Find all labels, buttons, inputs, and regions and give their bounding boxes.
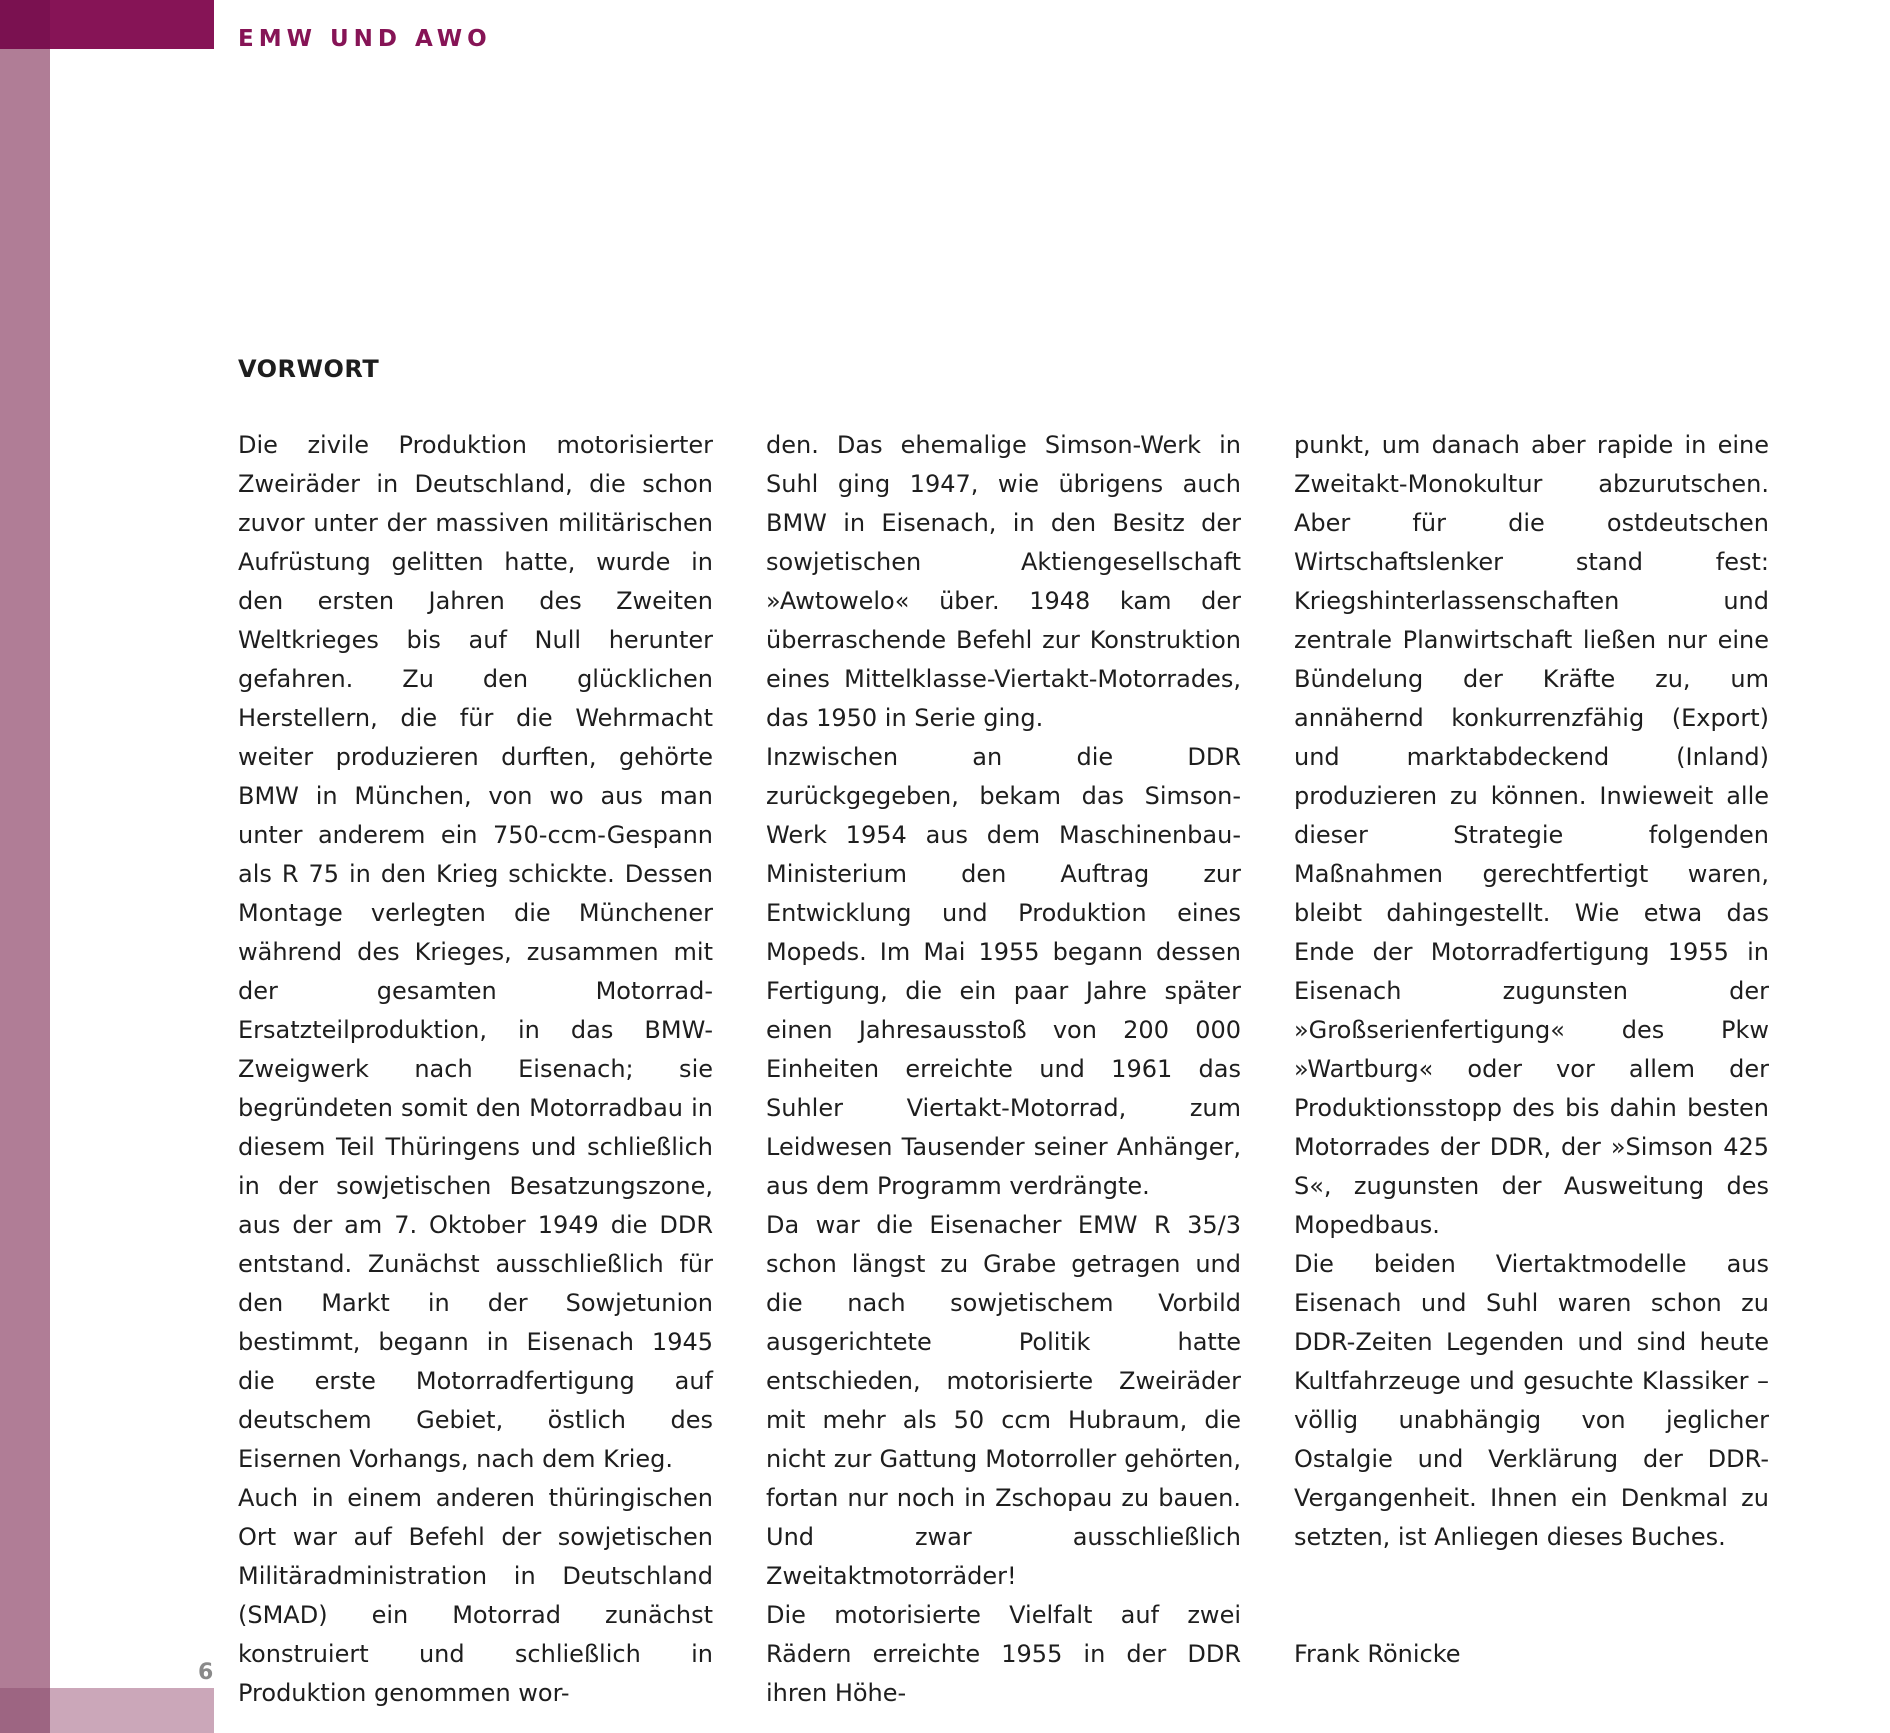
paragraph: Da war die Eisenacher EMW R 35/3 schon längst zu Grabe getragen und die nach sowjetischem Vorbild ausgerichtete Politik hatte entschieden, motorisierte Zweiräder mit mehr als 50 ccm Hubraum, die nicht zur Gattung Motorroller gehörten, fortan nur noch in Zschopau zu bauen. Und zwar ausschließlich Zweitaktmotorräder! xyxy=(766,1211,1241,1590)
text-column-1 xyxy=(238,426,713,1713)
page-number: 6 xyxy=(198,1660,214,1685)
running-head: EMW UND AWO xyxy=(238,26,492,52)
text-column-3 xyxy=(1294,426,1769,1674)
paragraph: den. Das ehemalige Simson-Werk in Suhl ging 1947, wie übrigens auch BMW in Eisenach, in den Besitz der sowjetischen Aktiengesellschaft »Awtowelo« über. 1948 kam der überraschende Befehl zur Konstruktion eines Mittelklasse-Viertakt-Motorrades, das 1950 in Serie ging. xyxy=(766,431,1241,732)
bottom-corner-block xyxy=(0,1688,50,1733)
paragraph: Die beiden Viertaktmodelle aus Eisenach und Suhl waren schon zu DDR-Zeiten Legenden und sind heute Kultfahrzeuge und gesuchte Klassiker – völlig unabhängig von jeglicher Ostalgie und Verklärung der DDR-Vergangenheit. Ihnen ein Denkmal zu setzten, ist Anliegen dieses Buches. xyxy=(1294,1250,1769,1551)
text-column-2 xyxy=(766,426,1241,1713)
author-signature: Frank Rönicke xyxy=(1294,1640,1461,1668)
paragraph: Inzwischen an die DDR zurückgegeben, bekam das Simson-Werk 1954 aus dem Maschinenbau-Ministerium den Auftrag zur Entwicklung und Produktion eines Mopeds. Im Mai 1955 begann dessen Fertigung, die ein paar Jahre später einen Jahresausstoß von 200 000 Einheiten erreichte und 1961 das Suhler Viertakt-Motorrad, zum Leidwesen Tausender seiner Anhänger, aus dem Programm verdrängte. xyxy=(766,743,1241,1200)
top-corner-block xyxy=(0,0,50,49)
paragraph: punkt, um danach aber rapide in eine Zweitakt-Monokultur abzurutschen. Aber für die ostdeutschen Wirtschaftslenker stand fest: Kriegshinterlassenschaften und zentrale Planwirtschaft ließen nur eine Bündelung der Kräfte zu, um annähernd konkurrenzfähig (Export) und marktabdeckend (Inland) produzieren zu können. Inwieweit alle dieser Strategie folgenden Maßnahmen gerechtfertigt waren, bleibt dahingestellt. Wie etwa das Ende der Motorradfertigung 1955 in Eisenach zugunsten der »Großserienfertigung« des Pkw »Wartburg« oder vor allem der Produktionsstopp des bis dahin besten Motorrades der DDR, der »Simson 425 S«, zugunsten der Ausweitung des Mopedbaus. xyxy=(1294,431,1769,1239)
left-decorative-bar xyxy=(0,0,50,1733)
paragraph: Auch in einem anderen thüringischen Ort war auf Befehl der sowjetischen Militäradministration in Deutschland (SMAD) ein Motorrad zunächst konstruiert und schließlich in Produktion genommen wor- xyxy=(238,1484,713,1707)
paragraph: Die zivile Produktion motorisierter Zweiräder in Deutschland, die schon zuvor unter der massiven militärischen Aufrüstung gelitten hatte, wurde in den ersten Jahren des Zweiten Weltkrieges bis auf Null herunter gefahren. Zu den glücklichen Herstellern, die für die Wehrmacht weiter produzieren durften, gehörte BMW in München, von wo aus man unter anderem ein 750-ccm-Gespann als R 75 in den Krieg schickte. Dessen Montage verlegten die Münchener während des Krieges, zusammen mit der gesamten Motorrad-Ersatzteilproduktion, in das BMW-Zweigwerk nach Eisenach; sie begründeten somit den Motorradbau in diesem Teil Thüringens und schließlich in der sowjetischen Besatzungszone, aus der am 7. Oktober 1949 die DDR entstand. Zunächst ausschließlich für den Markt in der Sowjetunion bestimmt, begann in Eisenach 1945 die erste Motorradfertigung auf deutschem Gebiet, östlich des Eisernen Vorhangs, nach dem Krieg. xyxy=(238,431,713,1473)
page-title: VORWORT xyxy=(238,355,380,383)
paragraph: Die motorisierte Vielfalt auf zwei Rädern erreichte 1955 in der DDR ihren Höhe- xyxy=(766,1601,1241,1707)
